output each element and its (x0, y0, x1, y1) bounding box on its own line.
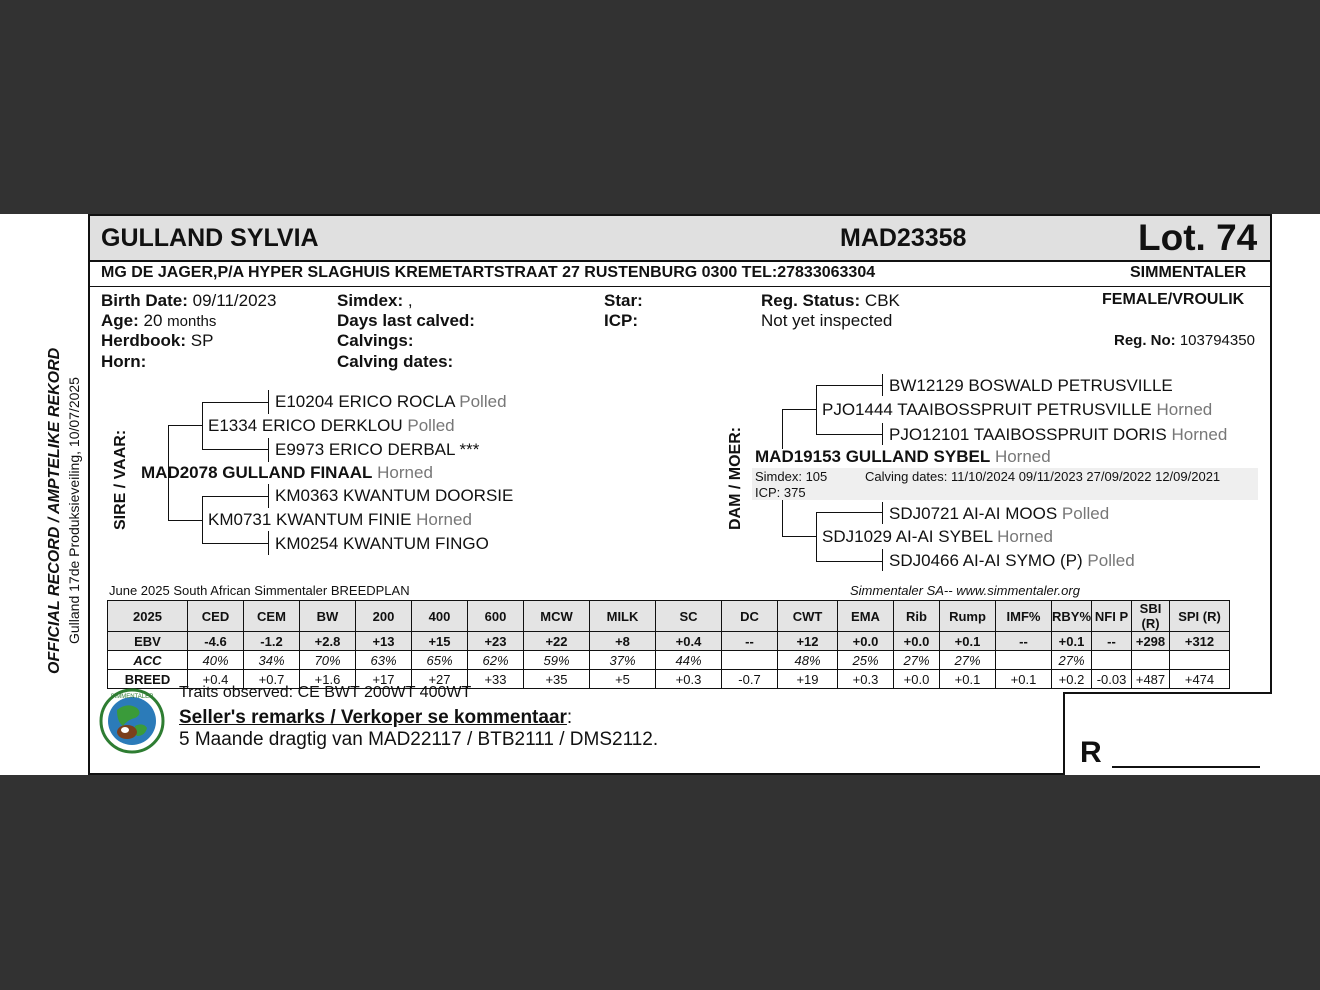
ebv-cell: 48% (778, 651, 838, 670)
age: Age: 20 months (101, 311, 217, 330)
ebv-cell: -1.2 (244, 632, 300, 651)
sale-name-label: Gulland 17de Produksieveiling, 10/07/2025 (66, 377, 82, 644)
simdex: Simdex: , (337, 291, 413, 310)
animal-name: GULLAND SYLVIA (101, 224, 319, 252)
ebv-cell: -- (996, 632, 1052, 651)
ebv-cell: +12 (778, 632, 838, 651)
ebv-table (107, 600, 1230, 689)
ebv-cell: +35 (524, 670, 590, 689)
icp-label: ICP: (604, 311, 638, 330)
ss-bracket (202, 402, 203, 449)
dam-label: DAM / MOER: (727, 426, 744, 530)
inspection-status: Not yet inspected (761, 311, 893, 330)
ebv-cell: +0.3 (838, 670, 894, 689)
ebv-cell: +23 (468, 632, 524, 651)
ebv-cell: 2025 (108, 601, 188, 632)
ebv-cell: SC (656, 601, 722, 632)
dam-simdex: Simdex: 105 (755, 469, 828, 484)
ebv-cell: +0.4 (656, 632, 722, 651)
ebv-cell: 40% (188, 651, 244, 670)
ebv-cell: +0.2 (1052, 670, 1092, 689)
ebv-header-row (108, 601, 1230, 632)
dsd-tick (882, 423, 883, 445)
sd-top (202, 496, 268, 497)
ssd-tick (268, 438, 269, 462)
ebv-cell: 200 (356, 601, 412, 632)
r-label: R (1080, 736, 1102, 769)
ebv-cell: +0.3 (656, 670, 722, 689)
ebv-cell: IMF% (996, 601, 1052, 632)
ebv-cell: 600 (468, 601, 524, 632)
ebv-cell: EBV (108, 632, 188, 651)
dam-sire: PJO1444 TAAIBOSSPRUIT PETRUSVILLE Horned (822, 400, 1213, 419)
ebv-cell: +0.4 (188, 670, 244, 689)
ebv-cell: +312 (1170, 632, 1230, 651)
ebv-cell: SPI (R) (1170, 601, 1230, 632)
ebv-cell: +0.1 (996, 670, 1052, 689)
ebv-cell: -0.03 (1092, 670, 1132, 689)
sdd-tick (268, 531, 269, 555)
ebv-cell: +474 (1170, 670, 1230, 689)
ss-bot (202, 449, 268, 450)
animal-reg-id: MAD23358 (840, 224, 967, 252)
bottom-border (88, 773, 1065, 775)
dam-dam-dam: SDJ0466 AI-AI SYMO (P) Polled (889, 551, 1135, 570)
ebv-cell: EMA (838, 601, 894, 632)
ebv-cell (1132, 651, 1170, 670)
dss-tick (882, 374, 883, 396)
ebv-cell: +22 (524, 632, 590, 651)
ebv-cell: SBI (R) (1132, 601, 1170, 632)
traits-observed: Traits observed: CE BWT 200WT 400WT (179, 684, 472, 701)
ebv-cell: -0.7 (722, 670, 778, 689)
sellers-remarks: 5 Maande dragtig van MAD22117 / BTB2111 / DMS2112. (179, 729, 659, 750)
ebv-cell: +27 (412, 670, 468, 689)
ebv-cell: MILK (590, 601, 656, 632)
ebv-cell: 34% (244, 651, 300, 670)
ebv-cell: +0.1 (1052, 632, 1092, 651)
ebv-row (108, 632, 1230, 651)
ebv-cell: +8 (590, 632, 656, 651)
ebv-cell: -4.6 (188, 632, 244, 651)
dam-bracket-bot-h (782, 536, 816, 537)
owner-line: MG DE JAGER,P/A HYPER SLAGHUIS KREMETARTSTRAAT 27 RUSTENBURG 0300 TEL:27833063304 (101, 264, 876, 281)
dam-bracket-bot (782, 496, 783, 536)
breedplan-caption: June 2025 South African Simmentaler BREEDPLAN (109, 583, 410, 598)
ebv-cell: 27% (894, 651, 940, 670)
dd-bot (816, 561, 882, 562)
ds-bot (816, 434, 882, 435)
ebv-cell: 65% (412, 651, 468, 670)
breed-name: SIMMENTALER (1130, 264, 1247, 281)
dam-dam: SDJ1029 AI-AI SYBEL Horned (822, 527, 1053, 546)
ebv-cell: Rib (894, 601, 940, 632)
sex: FEMALE/VROULIK (1102, 291, 1245, 308)
sire-dam-sire: KM0363 KWANTUM DOORSIE (275, 486, 514, 505)
ebv-cell (1170, 651, 1230, 670)
sire-sire: E1334 ERICO DERKLOU Polled (208, 416, 455, 435)
ds-bracket (816, 385, 817, 434)
ebv-cell: 27% (1052, 651, 1092, 670)
sire-bracket-bot (168, 520, 202, 521)
ebv-cell: 400 (412, 601, 468, 632)
ebv-cell: +0.0 (894, 632, 940, 651)
ds-top (816, 385, 882, 386)
ebv-cell: 63% (356, 651, 412, 670)
sellers-remarks-title: Seller's remarks / Verkoper se kommentaar: (179, 707, 573, 728)
horn-label: Horn: (101, 352, 147, 371)
sire-sire-sire: E10204 ERICO ROCLA Polled (275, 392, 507, 411)
days-last-calved: Days last calved: (337, 311, 475, 330)
dds-tick (882, 502, 883, 524)
breedplan-website: Simmentaler SA-- www.simmentaler.org (850, 583, 1080, 598)
catalogue-card (0, 214, 1320, 775)
ebv-cell: ACC (108, 651, 188, 670)
r-signature-line (1112, 766, 1260, 768)
sire-bracket-top (168, 425, 202, 426)
ebv-cell: +0.7 (244, 670, 300, 689)
ebv-cell: +0.1 (940, 632, 996, 651)
ebv-cell: BREED (108, 670, 188, 689)
sire-dam-dam: KM0254 KWANTUM FINGO (275, 534, 489, 553)
acc-row (108, 651, 1230, 670)
dam-dam-sire: SDJ0721 AI-AI MOOS Polled (889, 504, 1110, 523)
dam-bracket-top (782, 409, 783, 449)
ebv-cell: DC (722, 601, 778, 632)
ebv-cell: MCW (524, 601, 590, 632)
ebv-cell (722, 651, 778, 670)
dam-sire-sire: BW12129 BOSWALD PETRUSVILLE (889, 376, 1173, 395)
dd-bracket (816, 512, 817, 561)
ebv-cell: 70% (300, 651, 356, 670)
ddd-tick (882, 549, 883, 571)
ebv-cell: Rump (940, 601, 996, 632)
lot-number: Lot. 74 (1138, 217, 1258, 258)
ebv-cell: +0.0 (894, 670, 940, 689)
ebv-cell: +19 (778, 670, 838, 689)
ebv-cell: +298 (1132, 632, 1170, 651)
ebv-cell: 37% (590, 651, 656, 670)
ebv-cell: RBY% (1052, 601, 1092, 632)
ebv-cell: 62% (468, 651, 524, 670)
ebv-cell: +0.0 (838, 632, 894, 651)
ebv-cell (996, 651, 1052, 670)
sire-sire-dam: E9973 ERICO DERBAL *** (275, 440, 480, 459)
sss-tick (268, 390, 269, 414)
reg-no: Reg. No: 103794350 (1114, 332, 1255, 349)
ebv-cell: 59% (524, 651, 590, 670)
ebv-cell: CEM (244, 601, 300, 632)
ebv-cell: 27% (940, 651, 996, 670)
ebv-cell: 44% (656, 651, 722, 670)
calving-dates: Calving dates: (337, 352, 454, 371)
sire-label: SIRE / VAAR: (112, 429, 129, 530)
sd-bot (202, 543, 268, 544)
dam-bracket-top-h (782, 409, 816, 410)
sds-tick (268, 484, 269, 508)
ss-top (202, 402, 268, 403)
birth-date: Birth Date: 09/11/2023 (101, 291, 277, 310)
ebv-cell: +13 (356, 632, 412, 651)
ebv-cell: NFI P (1092, 601, 1132, 632)
sd-bracket (202, 496, 203, 543)
dam-sire-dam: PJO12101 TAAIBOSSPRUIT DORIS Horned (889, 425, 1228, 444)
dam-name: MAD19153 GULLAND SYBEL Horned (755, 447, 1051, 466)
ebv-cell: +5 (590, 670, 656, 689)
ebv-cell: +15 (412, 632, 468, 651)
dd-top (816, 512, 882, 513)
ebv-cell: -- (1092, 632, 1132, 651)
card-right-border (1270, 214, 1272, 694)
dam-icp: ICP: 375 (755, 485, 806, 500)
simmentaler-logo (99, 688, 165, 754)
ebv-cell: +487 (1132, 670, 1170, 689)
ebv-cell (1092, 651, 1132, 670)
dam-calving-dates: Calving dates: 11/10/2024 09/11/2023 27/09/2022 12/09/2021 (865, 469, 1221, 484)
ebv-cell: +0.1 (940, 670, 996, 689)
ebv-cell: +1.6 (300, 670, 356, 689)
ebv-cell: +17 (356, 670, 412, 689)
ebv-cell: 25% (838, 651, 894, 670)
sire-dam: KM0731 KWANTUM FINIE Horned (208, 510, 472, 529)
official-record-label: OFFICIAL RECORD / AMPTELIKE REKORD (46, 347, 63, 674)
ebv-cell: -- (722, 632, 778, 651)
ebv-cell: CED (188, 601, 244, 632)
svg-text:SIMMENTALER: SIMMENTALER (110, 694, 154, 700)
herdbook: Herdbook: SP (101, 331, 214, 350)
sire-name: MAD2078 GULLAND FINAAL Horned (141, 463, 433, 482)
ebv-cell: +2.8 (300, 632, 356, 651)
calvings: Calvings: (337, 331, 414, 350)
reg-status: Reg. Status: CBK (761, 291, 900, 310)
ebv-cell: CWT (778, 601, 838, 632)
ebv-cell: BW (300, 601, 356, 632)
star-label: Star: (604, 291, 643, 310)
ebv-cell: +33 (468, 670, 524, 689)
